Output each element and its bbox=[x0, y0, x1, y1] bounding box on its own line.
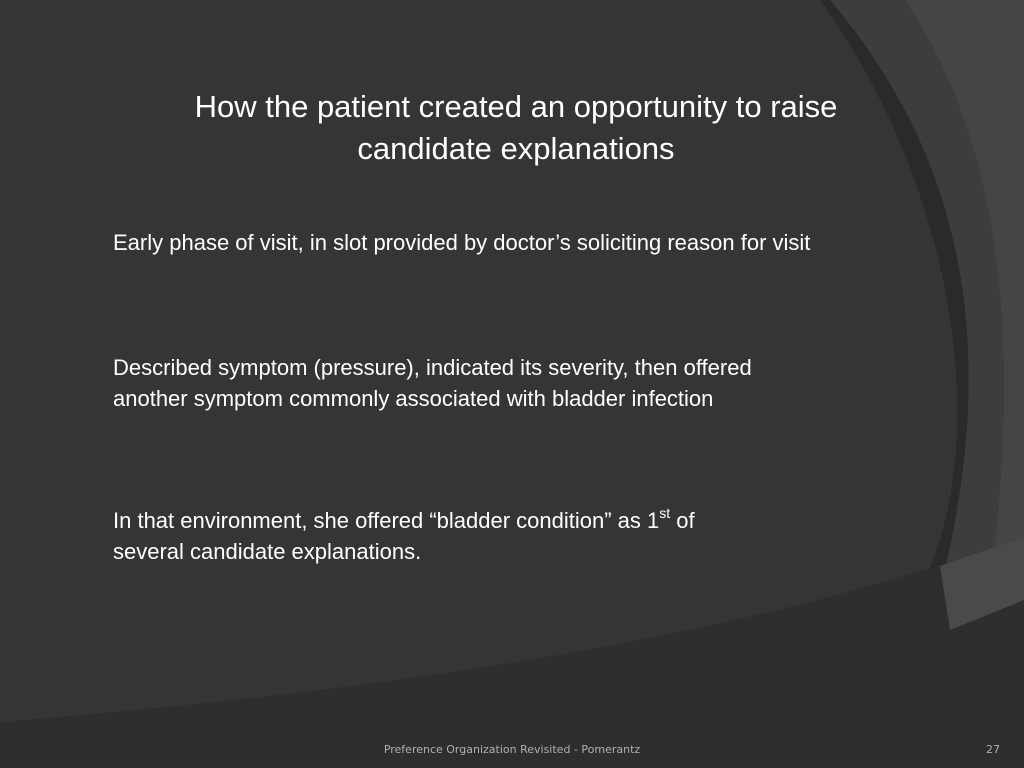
bullet-paragraph bbox=[113, 505, 953, 567]
slide-title-line: How the patient created an opportunity to raise bbox=[194, 89, 838, 124]
ordinal-suffix: st bbox=[659, 504, 671, 521]
bullet-paragraph bbox=[113, 352, 953, 414]
paragraph-line: several candidate explanations. bbox=[113, 539, 422, 564]
paragraph-line: Described symptom (pressure), indicated its severity, then offered bbox=[113, 355, 752, 380]
paragraph-text: In that environment, she offered “bladder condition” as 1 bbox=[113, 508, 660, 533]
slide-title-line: candidate explanations bbox=[357, 131, 675, 166]
slide-footer: Preference Organization Revisited - Pomerantz bbox=[383, 743, 641, 756]
paragraph-text: of bbox=[670, 508, 695, 533]
paragraph-line: another symptom commonly associated with bladder infection bbox=[113, 386, 714, 411]
slide-number: 27 bbox=[986, 743, 1000, 756]
bullet-paragraph bbox=[113, 227, 953, 258]
slide-title bbox=[110, 86, 922, 170]
paragraph-line bbox=[113, 505, 953, 536]
paragraph-line: Early phase of visit, in slot provided by doctor’s soliciting reason for visit bbox=[113, 230, 811, 255]
